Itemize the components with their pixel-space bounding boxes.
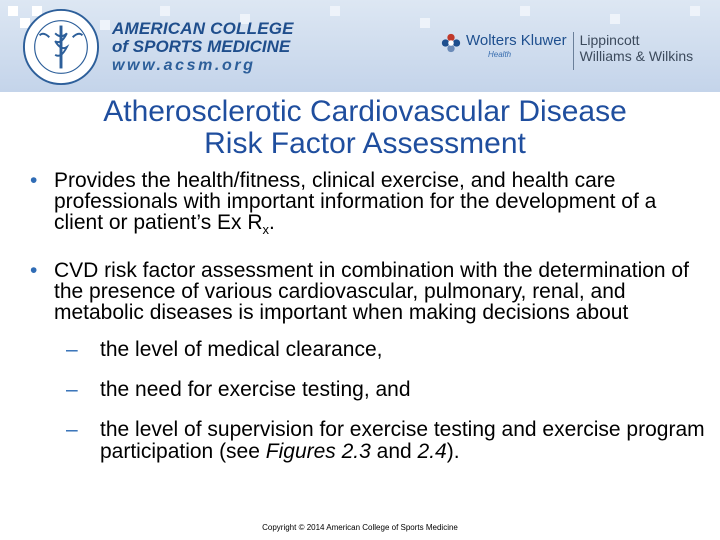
figure-reference: 2.4 <box>417 440 447 464</box>
bullet-glyph: • <box>30 259 38 283</box>
dash-glyph: – <box>66 338 78 362</box>
acsm-website: www.acsm.org <box>112 57 256 74</box>
copyright-footer: Copyright © 2014 American College of Sports Medicine <box>262 523 458 532</box>
imprint-name <box>580 32 694 64</box>
imprint-line1: Lippincott <box>579 32 640 48</box>
acsm-logo <box>22 8 294 86</box>
publisher-division: Health <box>488 50 512 59</box>
publisher-logo <box>440 32 693 70</box>
sub-bullet-item <box>30 379 710 401</box>
bullet-subscript: x <box>262 222 270 238</box>
acsm-name-line2: of SPORTS MEDICINE <box>112 37 291 56</box>
bullet-item <box>30 260 710 323</box>
slide-title-line1: Atherosclerotic Cardiovascular Disease <box>103 95 627 128</box>
sub-bullet-item <box>30 339 710 361</box>
acsm-name-line1: AMERICAN COLLEGE <box>112 19 294 38</box>
dash-glyph: – <box>66 418 78 442</box>
sub-bullet-text: the level of supervision for exercise testing and exercise program participation (see <box>100 418 705 464</box>
dash-glyph: – <box>66 378 78 402</box>
imprint-line2: Williams & Wilkins <box>579 48 694 64</box>
sub-bullet-text: the level of medical clearance, <box>100 338 383 362</box>
acsm-seal-icon <box>22 8 100 86</box>
slide-title-line2: Risk Factor Assessment <box>204 127 526 160</box>
sub-bullet-item <box>30 419 710 463</box>
publisher-name-text: Wolters Kluwer <box>466 32 567 49</box>
slide-header <box>0 0 720 92</box>
sub-bullet-text: and <box>370 440 418 464</box>
bullet-text: CVD risk factor assessment in combination with the determination of the presence of various cardiovascular, pulmonary, renal, and metabolic diseases is important when making decisions about <box>54 259 689 325</box>
wolters-kluwer-mark-icon <box>440 32 462 54</box>
bullet-item <box>30 170 710 240</box>
bullet-glyph: • <box>30 169 38 192</box>
figure-reference: Figures 2.3 <box>265 440 371 464</box>
sub-bullet-text: ). <box>446 440 460 464</box>
slide-body <box>30 170 710 463</box>
bullet-text: Provides the health/fitness, clinical exercise, and health care professionals with important information for the development of a client or patient’s Ex R <box>54 169 657 234</box>
slide-title <box>0 96 720 160</box>
sub-bullet-text: the need for exercise testing, and <box>100 378 411 402</box>
bullet-suffix: . <box>269 211 275 234</box>
acsm-wordmark <box>112 20 294 74</box>
publisher-name <box>466 32 567 59</box>
publisher-divider <box>573 32 574 70</box>
